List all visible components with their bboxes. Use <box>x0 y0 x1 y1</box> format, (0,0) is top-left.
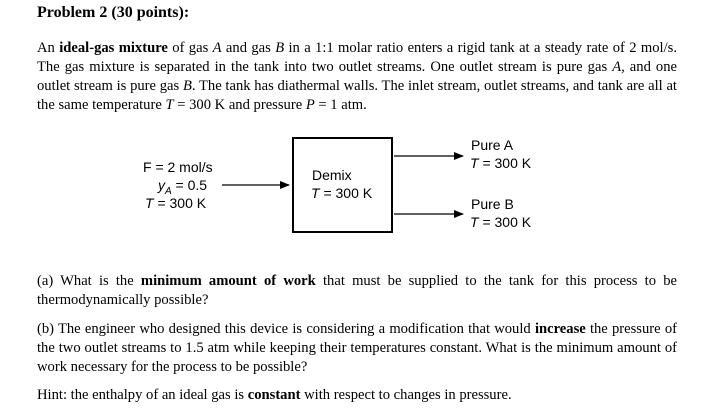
outlet-a-name: Pure A <box>471 137 514 153</box>
tank-temperature-label: T = 300 K <box>311 185 373 201</box>
question-a: (a) What is the minimum amount of work that must be supplied to the tank for this process to be thermodynamically possible? <box>37 273 678 308</box>
problem-statement: An ideal-gas mixture of gas A and gas B in a 1:1 molar ratio enters a rigid tank at a steady rate of 2 mol/s. The gas mixture is separated in the tank into two outlet streams. One outlet stream is pure gas A, and one outlet stream is pure gas B. The tank has diathermal walls. The inlet stream, outlet streams, and tank are all at the same temperature T = 300 K and pressure P = 1 atm. <box>37 40 677 113</box>
constant-term: constant <box>247 387 301 403</box>
outlet-a-temperature: T = 300 K <box>470 155 532 171</box>
outlet-b-name: Pure B <box>471 196 514 212</box>
inlet-flow-label: F = 2 mol/s <box>143 159 213 175</box>
problem-title: Problem 2 (30 points): <box>37 4 190 21</box>
increase-term: increase <box>534 321 586 337</box>
inlet-temperature-label: T = 300 K <box>145 195 207 211</box>
question-b: (b) The engineer who designed this device is considering a modification that would increase the pressure of the two outlet streams to 1.5 atm while keeping their temperatures constant. What is the minimum amount of work necessary for the process to be possible? <box>37 321 678 375</box>
minimum-work-term: minimum amount of work <box>140 273 316 289</box>
hint: Hint: the enthalpy of an ideal gas is constant with respect to changes in pressure. <box>37 387 512 403</box>
inlet-composition-label: $y_A = 0.5$ <box>158 177 208 197</box>
outlet-b-temperature: T = 300 K <box>470 214 532 230</box>
tank-label: Demix <box>312 167 352 183</box>
ideal-gas-mixture-term: ideal-gas mixture <box>59 40 168 56</box>
